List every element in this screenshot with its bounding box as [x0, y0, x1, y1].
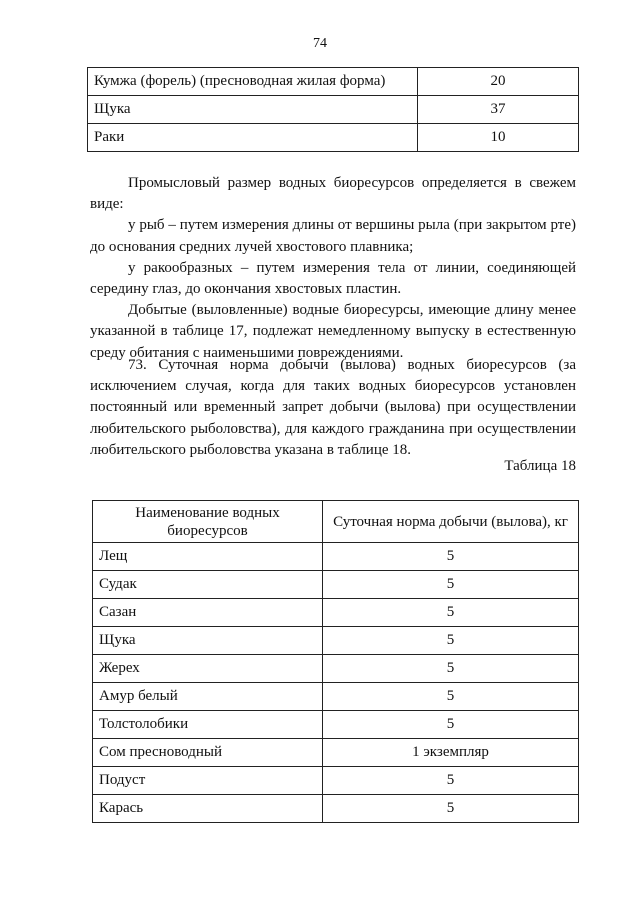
paragraph: у рыб – путем измерения длины от вершины рыла (при закрытом рте) до основания средних лучей хвостового плавника; [90, 217, 576, 255]
table-row [88, 68, 579, 96]
table-row [93, 599, 579, 627]
norm-value-cell: 5 [323, 571, 579, 599]
norm-value-cell: 5 [323, 599, 579, 627]
table-row [93, 767, 579, 795]
body-text-section [90, 173, 576, 364]
size-value-cell: 10 [418, 124, 579, 152]
norm-value-cell: 1 экземпляр [323, 739, 579, 767]
norm-value-cell: 5 [323, 795, 579, 823]
paragraph: Добытые (выловленные) водные биоресурсы, имеющие длину менее указанной в таблице 17, подлежат немедленному выпуску в естественную среду обитания с наименьшими повреждениями. [90, 302, 576, 361]
paragraph: у ракообразных – путем измерения тела от линии, соединяющей середину глаз, до окончания хвостовых пластин. [90, 259, 576, 298]
norm-value-cell: 5 [323, 711, 579, 739]
norm-value-cell: 5 [323, 543, 579, 571]
species-name-cell: Сазан [93, 599, 323, 627]
species-name-cell: Сом пресноводный [93, 739, 323, 767]
norm-value-cell: 5 [323, 627, 579, 655]
species-name-cell: Щука [93, 627, 323, 655]
table-row [93, 571, 579, 599]
table-row [93, 543, 579, 571]
table-row [88, 124, 579, 152]
table-row [93, 655, 579, 683]
table-row [88, 96, 579, 124]
clause-73-section [90, 355, 576, 461]
species-name-cell: Кумжа (форель) (пресноводная жилая форма) [88, 68, 418, 96]
table-header-row [93, 501, 579, 543]
species-name-cell: Судак [93, 571, 323, 599]
table-row [93, 627, 579, 655]
column-header: Наименование водных биоресурсов [93, 501, 323, 543]
paragraph: 73. Суточная норма добычи (вылова) водных биоресурсов (за исключением случая, когда для таких водных биоресурсов установлен постоянный или временный запрет добычи (вылова) при осуществлении любительского рыболовства), для каждого гражданина при осуществлении любительского рыболовства указана в таблице 18. [90, 357, 576, 458]
table-row [93, 711, 579, 739]
table-row [93, 683, 579, 711]
page-number: 74 [313, 36, 327, 51]
fish-size-table-continued [87, 67, 579, 152]
species-name-cell: Подуст [93, 767, 323, 795]
norm-value-cell: 5 [323, 767, 579, 795]
species-name-cell: Лещ [93, 543, 323, 571]
species-name-cell: Раки [88, 124, 418, 152]
table-caption: Таблица 18 [504, 458, 576, 474]
species-name-cell: Толстолобики [93, 711, 323, 739]
norm-value-cell: 5 [323, 655, 579, 683]
paragraph: Промысловый размер водных биоресурсов определяется в свежем виде: [90, 175, 576, 213]
column-header: Суточная норма добычи (вылова), кг [323, 501, 579, 543]
table-row [93, 739, 579, 767]
daily-catch-norm-table [92, 500, 579, 823]
species-name-cell: Жерех [93, 655, 323, 683]
size-value-cell: 20 [418, 68, 579, 96]
species-name-cell: Карась [93, 795, 323, 823]
size-value-cell: 37 [418, 96, 579, 124]
species-name-cell: Амур белый [93, 683, 323, 711]
table-row [93, 795, 579, 823]
species-name-cell: Щука [88, 96, 418, 124]
norm-value-cell: 5 [323, 683, 579, 711]
